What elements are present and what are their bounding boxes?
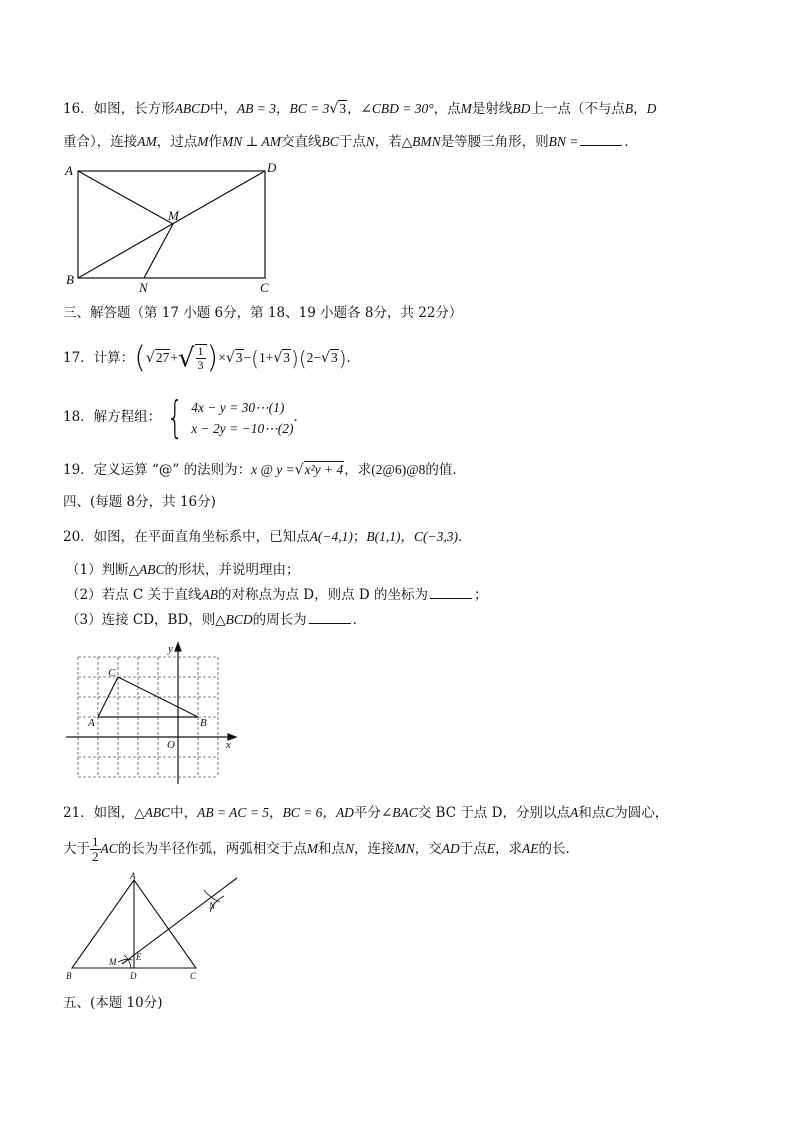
math: AE	[522, 841, 539, 856]
text: 大于	[63, 841, 90, 857]
radicand: 3	[283, 350, 291, 365]
text: 中，	[170, 805, 198, 821]
label-B: B	[200, 717, 207, 729]
math: C	[605, 805, 615, 820]
radicand: 27	[155, 350, 170, 365]
section5-heading: 五、(本题 10分)	[63, 995, 163, 1011]
math: AC	[100, 841, 118, 856]
label-M: M	[168, 208, 179, 223]
brace: {	[166, 391, 184, 443]
math: MN ⊥ AM	[222, 134, 281, 149]
math: AB	[201, 587, 219, 602]
text: 重合），连接	[63, 134, 138, 150]
paren: )	[291, 346, 299, 371]
equation-2: x − 2y = −10⋯(2)	[191, 420, 294, 436]
text: ．	[346, 350, 361, 366]
label-A: A	[130, 872, 136, 881]
math: △ABC	[134, 805, 171, 820]
equation-system	[161, 391, 294, 443]
text: ．	[352, 612, 367, 628]
radical-sign: √	[273, 350, 283, 366]
text: （2）若点 C 关于直线	[66, 587, 202, 603]
text: 18．解方程组：	[63, 409, 162, 425]
label-N: N	[139, 280, 148, 295]
math: M	[197, 134, 209, 149]
math: ∠BAC	[380, 805, 418, 820]
math: AM	[137, 134, 157, 149]
answer-blank[interactable]	[430, 586, 472, 599]
text: 是等腰三角形，则	[440, 134, 549, 150]
section3-heading: 三、解答题（第 17 小题 6分，第 18、19 小题各 8分，共 22分）	[63, 305, 463, 321]
label-C: C	[190, 971, 197, 981]
answer-blank[interactable]	[309, 611, 351, 624]
radicand	[195, 344, 207, 372]
label-C: C	[108, 667, 116, 679]
text: ，连接	[354, 841, 395, 857]
text: ，	[400, 529, 415, 545]
fraction	[196, 345, 206, 372]
radical-sign: √	[225, 350, 235, 366]
text: （1）判断	[66, 562, 129, 578]
q20-sub1	[66, 560, 299, 580]
label-M: M	[109, 957, 117, 967]
q16-line1	[63, 99, 656, 119]
math: M	[460, 101, 472, 116]
radicand: 3	[235, 350, 243, 365]
paren: (	[298, 346, 307, 371]
math: +	[170, 350, 178, 365]
fraction-half	[90, 835, 101, 864]
label-A: A	[65, 163, 73, 178]
math: AD	[335, 805, 354, 820]
math: △BCD	[215, 612, 253, 627]
q21-triangle-figure	[60, 872, 250, 987]
math: AB = AC = 5	[197, 805, 270, 820]
radicand: x²y + 4	[304, 462, 344, 477]
q19	[63, 460, 466, 480]
text: （3）连接 CD，BD，则	[66, 612, 216, 628]
text: ；	[352, 529, 367, 545]
math: BC = 6	[282, 805, 323, 820]
denominator: 3	[197, 358, 204, 372]
radical-sign: √	[321, 350, 330, 366]
text: ，	[276, 101, 290, 117]
text: 平分	[353, 805, 381, 821]
math: BC	[321, 134, 339, 149]
radical-sign: √	[177, 343, 195, 374]
q20-coordinate-grid-figure	[60, 638, 250, 788]
text: 是射线	[471, 101, 513, 117]
q20-line1	[63, 527, 472, 547]
q21-line2	[63, 834, 579, 864]
text: ，过点	[156, 134, 198, 150]
math: A	[569, 805, 579, 820]
label-D: D	[267, 160, 277, 175]
math: −	[313, 350, 322, 365]
text: 21．如图，	[63, 805, 135, 821]
text: ；	[474, 587, 488, 603]
segment-AM	[78, 171, 173, 224]
text: 中，	[209, 101, 237, 117]
math: 2	[306, 350, 314, 365]
answer-blank[interactable]	[580, 133, 622, 146]
text: ，	[322, 805, 336, 821]
text: 交直线	[280, 134, 322, 150]
text: 为圆心，	[614, 805, 669, 821]
math: B(1,1)	[366, 529, 401, 544]
paren: )	[338, 346, 347, 371]
paren: (	[251, 346, 259, 371]
math: B	[624, 101, 634, 116]
q17	[63, 340, 361, 376]
q20-sub3	[66, 610, 366, 630]
q16-line2	[63, 132, 638, 152]
numerator: 1	[197, 344, 204, 358]
math: −	[243, 350, 252, 365]
text: 16．如图，长方形	[63, 101, 175, 117]
text: 上一点（不与点	[530, 101, 625, 117]
text: 和点	[318, 841, 346, 857]
math: BN =	[548, 134, 579, 149]
text: ，交	[414, 841, 442, 857]
text: ．	[624, 134, 638, 150]
label-B: B	[66, 971, 72, 981]
radical-sign: √	[294, 462, 304, 478]
math: △ABC	[128, 562, 165, 577]
math: ∠CBD = 30°	[360, 101, 434, 116]
text: 的长．	[538, 841, 580, 857]
q16-rectangle-figure	[60, 160, 290, 295]
radicand: 3	[330, 350, 338, 365]
text: ，	[347, 101, 361, 117]
text: 交 BC 于点 D，分别以点	[417, 805, 570, 821]
text: ，若	[374, 134, 402, 150]
label-C: C	[260, 280, 269, 295]
equation-1: 4x − y = 30⋯(1)	[191, 399, 285, 415]
text: 17．计算：	[63, 350, 135, 366]
paren: )	[206, 340, 219, 376]
label-N: N	[209, 901, 216, 911]
text: ．	[458, 529, 472, 545]
y-axis-arrow	[175, 643, 181, 651]
text: ，求	[344, 462, 372, 478]
label-D: D	[130, 971, 137, 981]
math: BD	[512, 101, 531, 116]
math: △BMN	[401, 134, 441, 149]
text: 的形状，并说明理由；	[164, 562, 300, 578]
text: 的长为半径作弧，两弧相交于点	[117, 841, 307, 857]
math: ABCD	[174, 101, 210, 116]
math: 1	[258, 350, 266, 365]
radicand: 3	[339, 101, 347, 116]
text: 的对称点为点 D，则点 D 的坐标为	[218, 587, 429, 603]
equation-rows	[191, 397, 293, 439]
math: N	[365, 134, 375, 149]
math: E	[486, 841, 496, 856]
q20-sub2	[66, 585, 488, 605]
text: 20．如图，在平面直角坐标系中，已知点	[63, 529, 310, 545]
text: ，	[269, 805, 283, 821]
text: 作	[208, 134, 222, 150]
math: D	[646, 101, 657, 116]
text: 于点	[338, 134, 366, 150]
text: 和点	[578, 805, 606, 821]
math: (2@6)@8	[371, 462, 426, 477]
text: ，求	[495, 841, 523, 857]
math: AD	[441, 841, 460, 856]
text: 19．定义运算 “@” 的法则为：	[63, 462, 252, 478]
label-E: E	[136, 952, 142, 962]
section4-heading: 四、(每题 8分，共 16分)	[63, 494, 216, 510]
math: x @ y =	[251, 462, 295, 477]
paren: (	[134, 340, 146, 376]
math: ×	[218, 350, 226, 365]
label-B: B	[66, 272, 74, 287]
math: +	[265, 350, 274, 365]
text: ，点	[433, 101, 461, 117]
denominator: 2	[92, 849, 99, 864]
math: C(−3,3)	[414, 529, 459, 544]
q18	[63, 391, 307, 443]
math: N	[345, 841, 355, 856]
math: A(−4,1)	[309, 529, 353, 544]
math: M	[306, 841, 319, 856]
math: BC = 3	[289, 101, 330, 116]
math: AB = 3	[236, 101, 277, 116]
numerator: 1	[92, 834, 99, 849]
text: 的值．	[425, 462, 466, 478]
text: 于点	[459, 841, 487, 857]
label-A: A	[88, 717, 95, 729]
text: ．	[293, 409, 307, 425]
math: MN	[394, 841, 415, 856]
radical-sign: √	[329, 101, 339, 117]
q21-line1	[63, 803, 668, 823]
text: 的周长为	[252, 612, 307, 628]
radical-sign: √	[145, 350, 155, 366]
label-O: O	[167, 739, 175, 751]
label-y: y	[168, 643, 173, 655]
text: ，	[633, 101, 647, 117]
label-x: x	[226, 739, 231, 751]
